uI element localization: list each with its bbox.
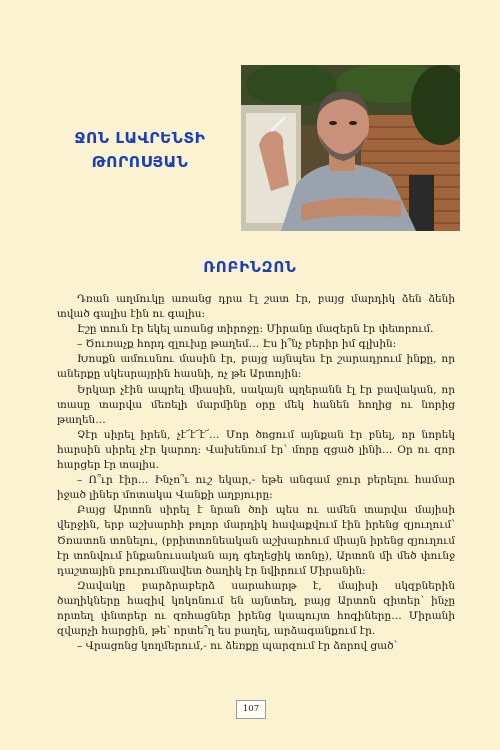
story-title: ՌՈԲԻՆԶՈՆ: [203, 258, 297, 276]
paragraph: Երկար չէին ապրել միասին, սակայն պղերանն էլ էր բավական, որ տասը տարվա մեռելի մարմինը օրը մեկ հանեն հողից ու նորից թաղեն…: [57, 383, 455, 426]
author-photo: [241, 65, 460, 231]
paragraph: – Ծուռաչք հորդ զլուխը թաղեմ… Էս ի՞նչ բերիր իմ գլխին:: [77, 338, 397, 351]
paragraph: Բայց Արտոն սիրել է նրան ծոի պես ու ամեն տարվա մայիսի վերջին, երբ աշխարհի բոլոր մարդիկ հավաքվում էին իրենց զյուղում՝ Ծռատոն տոնելու, (բրիտտոնեական աշխարհում միայն իրենց զյուղում էր տոնվում ինքանուսական այդ գեղեցիկ տոնը), Արտոն մի մեծ փունջ դաշտային բուրումնավետ ծաղիկ էր նվիրում Միրանին:: [57, 504, 455, 577]
author-name: [60, 126, 220, 174]
paragraph: – Վրացոնց կողմերում,- ու ձեռքը պարզում էր ձորով ցած՝: [77, 640, 398, 653]
paragraph: Զավակը բարձրաբերձ սարահարթ է, մայիսի սկզբներին ծաղիկները հազիվ կոկոնում են այնտեղ, բայց Արտոն զիտեր՝ ինչը որտեղ փնտրեր ու զռհացներ իրենց կապույտ հոգիները… Միրանի զվարչի հարցին, թե՝ որտե՞ղ ես բաղել, արձագանքում էր.: [57, 579, 455, 638]
paragraph: Էշը տուն էր եկել առանց տիրոջը: Միրանը մազերն էր փետրում.: [77, 323, 434, 336]
paragraph: Դռան աղմուկը առանց դրա էլ շատ էր, բայց մարդիկ ձեն ձենի տված գալիս էին ու գալիս:: [57, 293, 455, 321]
author-last-name: ԹՈՐՈՍՅԱՆ: [91, 153, 189, 171]
author-photo-illustration: [241, 65, 460, 231]
paragraph: Չէր սիրել իրեն, չէ՜է՜է՜… Մոր ծոցում այնքան էր բնել, որ նորեկ հարսին սիրել չէր կարող: Վախենում էր՝ մորը զցած լինի… Օր ու զոր հարցեր էր տալիս.: [57, 428, 455, 472]
author-first-name: ՋՈՆ ԼԱՎՐԵՆՏԻ: [74, 129, 206, 147]
paragraph: Խոսքն ամուսնու մասին էր, բայց այնպես էր շարադրում ինքը, որ աներքը սկեսրայրին հասնի, ոչ թե Արտոյին:: [57, 353, 455, 381]
story-body: [57, 292, 455, 654]
page-number: 107: [236, 700, 266, 719]
paragraph: – Ո՞ւր էիր… Ինչո՞ւ ուշ եկար,- եթե անգամ ջուր բերելու համար իջած լիներ մոտակա Վանքի աղբյուրը:: [57, 474, 455, 502]
